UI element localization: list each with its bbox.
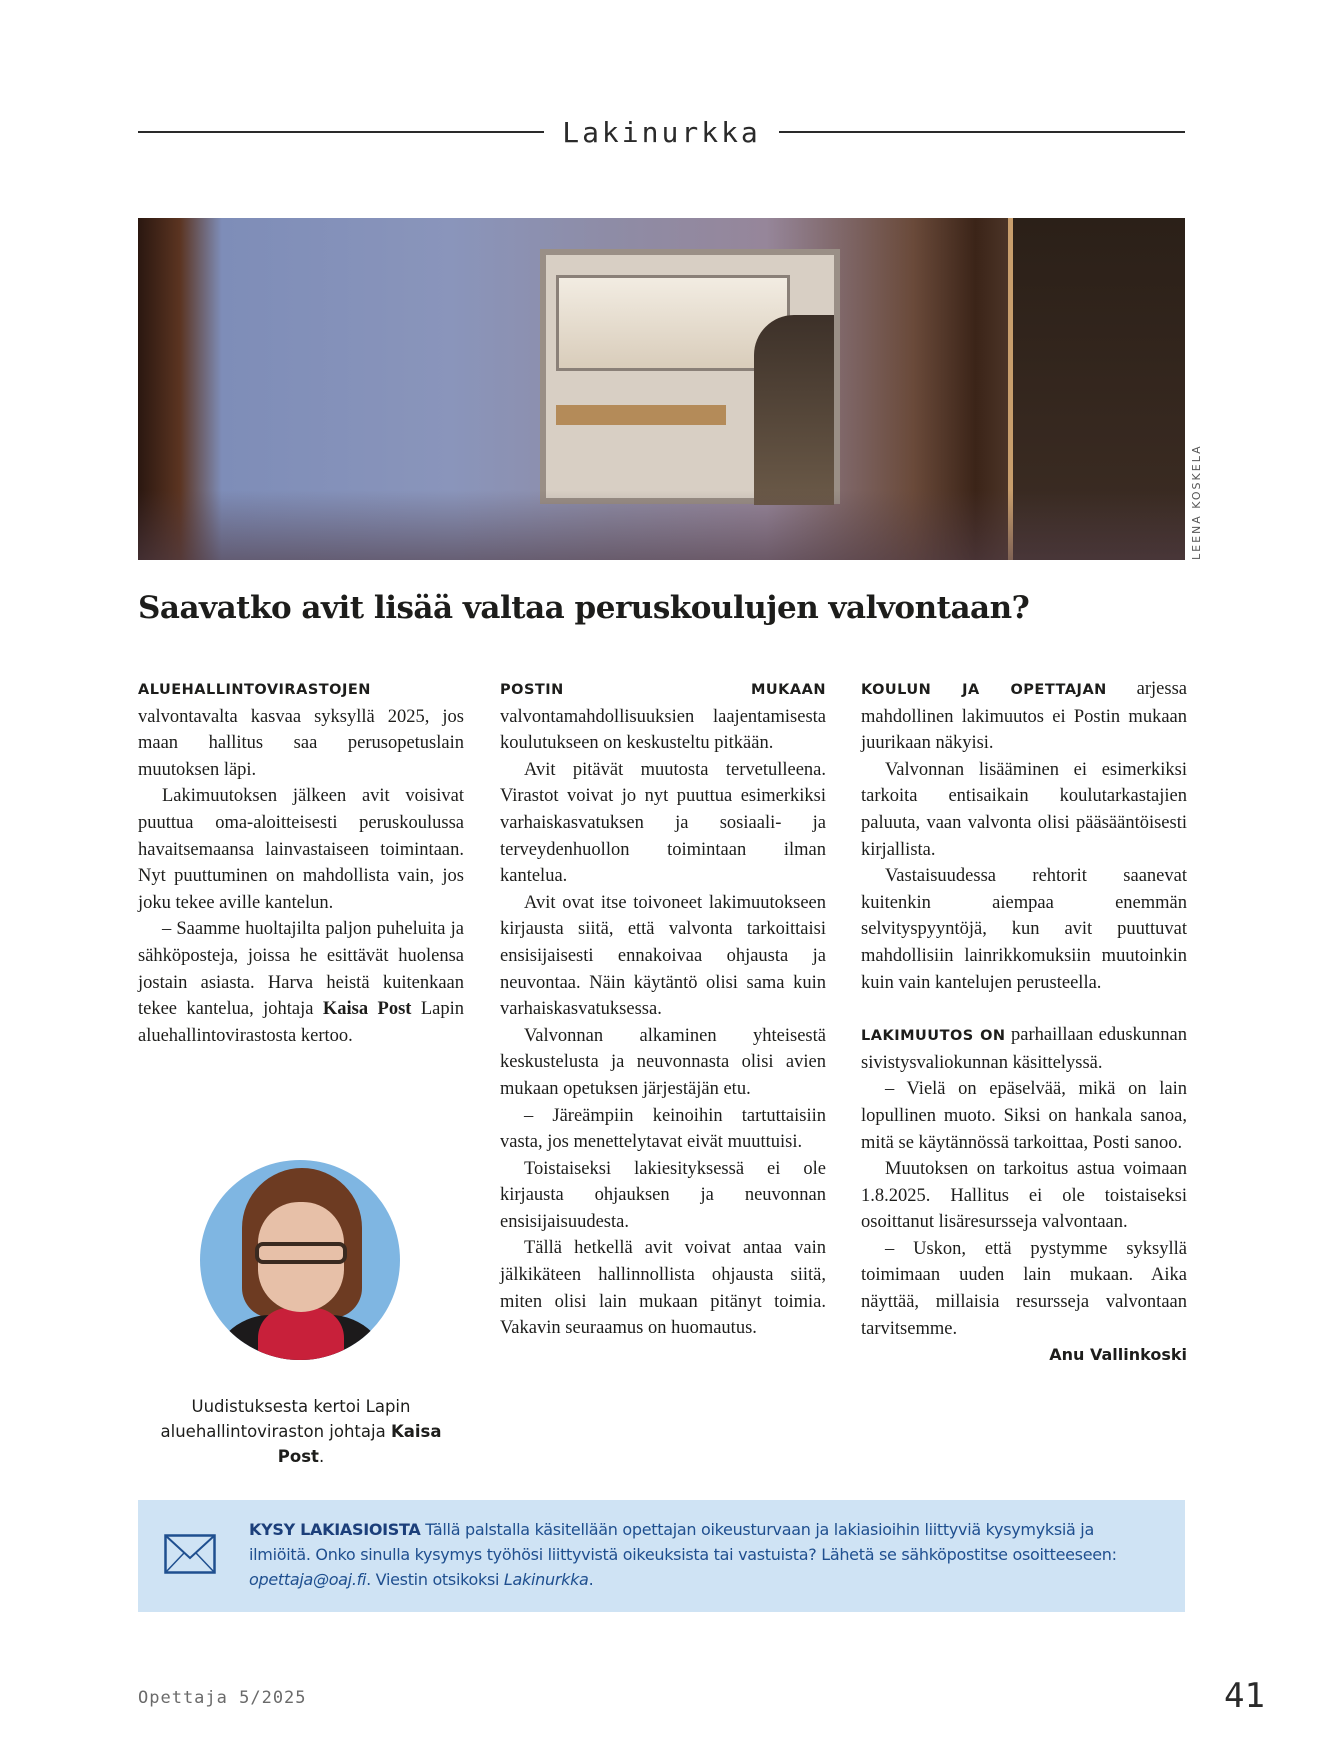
paragraph-text: – Saamme huoltajilta paljon puheluita ja sähköposteja, joissa he esittävät huolensa jostain asiasta. Harva heistä kuitenkaan tekee kantelua, johtaja: [138, 919, 464, 1020]
section-header: [138, 112, 1185, 152]
info-kicker: KYSY LAKIASIOISTA: [249, 1520, 421, 1539]
paragraph: [138, 676, 464, 783]
paragraph: Valvonnan alkaminen yhteisestä keskustelusta ja neuvonnasta olisi avien mukaan opetuksen järjestäjän etu.: [500, 1025, 826, 1099]
paragraph: – Järeämpiin keinoihin tartuttaisiin vasta, jos menettelytavat eivät muuttuisi.: [500, 1105, 826, 1153]
header-rule-right: [779, 131, 1185, 133]
paragraph: Avit ovat itse toivoneet lakimuutokseen kirjausta siitä, että valvonta tarkoittaisi ensisijaisesti ennakoivaa ohjausta ja neuvontaa. Näin käytäntö olisi sama kuin varhaiskasvatuksessa.: [500, 892, 826, 1020]
info-box: [138, 1500, 1185, 1612]
paragraph-text: Lapin aluehallintovirastosta kertoo.: [138, 999, 465, 1046]
paragraph: [861, 676, 1187, 757]
photo-credit: LEENA KOSKELA: [1190, 444, 1203, 560]
author-byline: Anu Vallinkoski: [1049, 1345, 1187, 1365]
paragraph: Vastaisuudessa rehtorit saanevat kuitenkin aiempaa enemmän selvityspyyntöjä, kun avit puuttuvat mahdollisiin lainrikkomuksiin muutoinkin kuin vain kantelujen perusteella.: [861, 866, 1187, 993]
paragraph-text: parhaillaan eduskunnan sivistysvaliokunnan käsittelyssä.: [861, 1025, 1187, 1073]
info-box-text: [249, 1517, 1149, 1592]
portrait-glasses: [255, 1242, 347, 1264]
portrait-scarf: [258, 1308, 344, 1360]
article-photo: [138, 218, 1185, 560]
paragraph: – Vielä on epäselvää, mikä on lain lopullinen muoto. Siksi on hankala sanoa, mitä se käytännössä tarkoittaa, Posti sanoo.: [861, 1079, 1187, 1153]
paragraph: Toistaiseksi lakiesityksessä ei ole kirjausta ohjauksen ja neuvonnan ensisijaisuudesta.: [500, 1158, 826, 1232]
article-column-3: [861, 676, 1187, 1369]
publication-issue: Opettaja 5/2025: [138, 1688, 307, 1708]
paragraph: [861, 1022, 1187, 1076]
caption-name: Kaisa Post: [277, 1422, 442, 1466]
info-text: Tällä palstalla käsitellään opettajan oikeusturvaan ja lakiasioihin liittyviä kysymyksiä ja ilmiöitä. Onko sinulla kysymys työhösi liittyvistä oikeuksista tai vastuista? Lähetä se sähköpostitse osoitteeseen:: [249, 1520, 1117, 1564]
portrait-photo: [200, 1160, 400, 1360]
paragraph: – Uskon, että pystymme syksyllä toimimaan uuden lain mukaan. Aika näyttää, millaisia resursseja valvontaan tarvitsemme.: [861, 1238, 1187, 1339]
photo-classroom-window: [540, 249, 840, 504]
article-column-1: [138, 676, 464, 1049]
kicker: LAKIMUUTOS ON: [861, 1028, 1006, 1045]
photo-person: [754, 315, 834, 505]
paragraph: Lakimuutoksen jälkeen avit voisivat puuttua oma-aloitteisesti peruskoulussa havaitsemaansa lainvastaiseen toimintaan. Nyt puuttuminen on mahdollista vain, jos joku tekee aville kantelun.: [138, 786, 464, 913]
photo-desk: [556, 405, 726, 425]
kicker: ALUEHALLINTOVIRASTOJEN: [138, 682, 371, 698]
caption-text: .: [318, 1447, 325, 1466]
paragraph: [500, 676, 826, 757]
article-column-2: [500, 676, 826, 1342]
info-text: .: [588, 1570, 594, 1589]
section-label: Lakinurkka: [562, 115, 761, 149]
page-number: 41: [1224, 1676, 1265, 1716]
paragraph: Muutoksen on tarkoitus astua voimaan 1.8.2025. Hallitus ei ole toistaiseksi osoittanut lisäresursseja valvontaan.: [861, 1159, 1187, 1233]
email-link[interactable]: opettaja@oaj.fi: [249, 1570, 367, 1589]
article-headline: Saavatko avit lisää valtaa peruskoulujen valvontaan?: [138, 590, 1030, 626]
kicker: KOULUN JA OPETTAJAN: [861, 682, 1107, 698]
paragraph-text: valvontavalta kasvaa syksyllä 2025, jos maan hallitus saa perusopetuslain muutoksen läpi.: [138, 706, 464, 780]
header-rule-left: [138, 131, 544, 133]
subject-text: Lakinurkka: [503, 1570, 589, 1589]
photo-shade: [138, 490, 1185, 560]
paragraph: Tällä hetkellä avit voivat antaa vain jälkikäteen hallinnollista ohjausta siitä, miten olisi lain mukaan pitänyt toimia. Vakavin seuraamus on huomautus.: [500, 1238, 826, 1339]
person-name: Kaisa Post: [322, 999, 412, 1020]
paragraph-text: arjessa mahdollinen lakimuutos ei Postin mukaan juurikaan näkyisi.: [861, 679, 1187, 754]
envelope-icon: [164, 1534, 216, 1574]
info-text: . Viestin otsikoksi: [366, 1570, 504, 1589]
kicker: POSTIN MUKAAN: [500, 682, 826, 698]
caption-text: Uudistuksesta kertoi Lapin aluehallintoviraston johtaja: [160, 1397, 411, 1441]
paragraph: Valvonnan lisääminen ei esimerkiksi tarkoita entisaikain koulutarkastajien paluuta, vaan valvonta olisi pääsääntöisesti kirjallista.: [861, 759, 1187, 860]
paragraph-text: valvontamahdollisuuksien laajentamisesta koulutukseen on keskusteltu pitkään.: [500, 706, 826, 754]
paragraph: [138, 916, 464, 1049]
paragraph: Avit pitävät muutosta tervetulleena. Virastot voivat jo nyt puuttua esimerkiksi varhaiskasvatuksen ja sosiaali- ja terveydenhuollon toimintaan ilman kantelua.: [500, 759, 826, 887]
portrait-caption: [138, 1394, 464, 1469]
